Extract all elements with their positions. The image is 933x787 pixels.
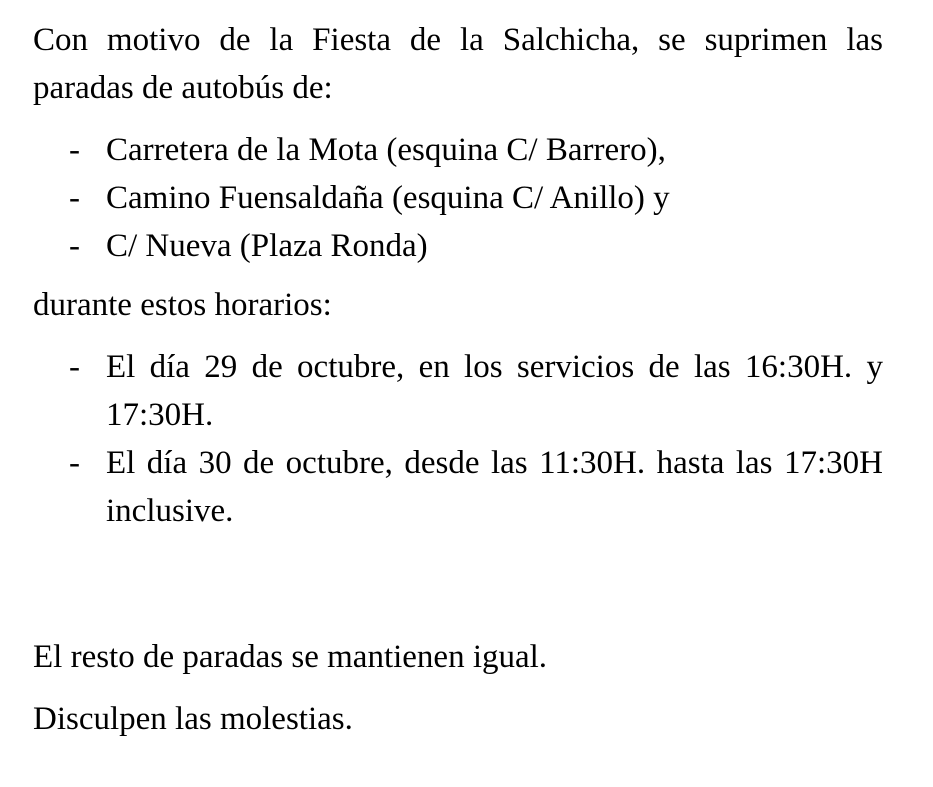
list-item <box>33 222 883 270</box>
bus-stop-name: Camino Fuensaldaña (esquina C/ Anillo) y <box>106 180 670 216</box>
bus-stops-list <box>33 126 883 270</box>
dash-bullet: - <box>69 228 80 264</box>
bus-stop-name: Carretera de la Mota (esquina C/ Barrero), <box>106 132 666 168</box>
dash-bullet: - <box>69 445 80 481</box>
schedule-intro: durante estos horarios: <box>33 287 332 323</box>
bus-stop-name: C/ Nueva (Plaza Ronda) <box>106 228 428 264</box>
schedule-list <box>33 343 883 535</box>
dash-bullet: - <box>69 349 80 385</box>
intro-paragraph: Con motivo de la Fiesta de la Salchicha, se suprimen las paradas de autobús de: <box>33 22 883 106</box>
list-item <box>33 343 883 439</box>
notice-document <box>33 16 883 743</box>
rest-note: El resto de paradas se mantienen igual. <box>33 639 548 675</box>
dash-bullet: - <box>69 132 80 168</box>
apology-note: Disculpen las molestias. <box>33 701 353 737</box>
list-item <box>33 439 883 535</box>
schedule-entry: El día 29 de octubre, en los servicios de las 16:30H. y 17:30H. <box>106 349 883 433</box>
list-item <box>33 174 883 222</box>
dash-bullet: - <box>69 180 80 216</box>
schedule-entry: El día 30 de octubre, desde las 11:30H. hasta las 17:30H inclusive. <box>106 445 883 529</box>
list-item <box>33 126 883 174</box>
